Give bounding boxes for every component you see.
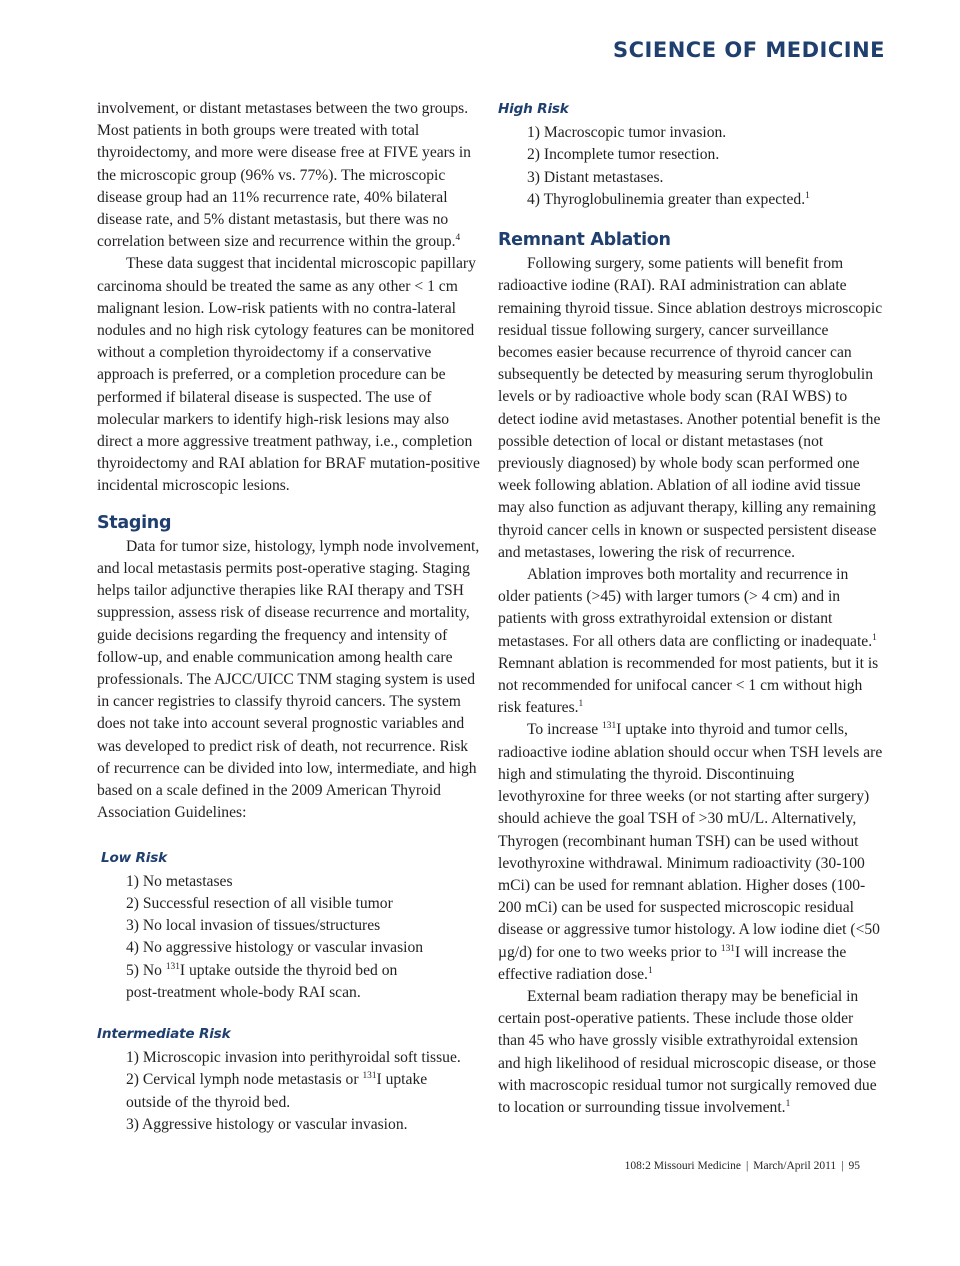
list-item: [126, 960, 482, 1004]
paragraph-text: External beam radiation therapy may be beneficial in certain post-operative patients. These include those older than 45 who have grossly visible extrathyroidal extension and high likelihood of residual microscopic disease, or those with macroscopic residual tumor not surgically removed due to location or surrounding tissue involvement.: [498, 987, 877, 1116]
reference-marker: 4: [455, 233, 461, 244]
high-risk-list: [527, 122, 883, 211]
list-item-text: 2) Cervical lymph node metastasis or: [126, 1071, 363, 1089]
isotope-superscript: 131: [720, 943, 735, 954]
list-item: 2) Successful resection of all visible tumor: [126, 894, 393, 912]
heading-high-risk: High Risk: [498, 101, 569, 117]
paragraph-text: Remnant ablation is recommended for most patients, but it is not recommended for unifocal cancer < 1 cm without high risk features.: [498, 654, 879, 717]
intermediate-risk-list: [126, 1047, 482, 1136]
right-column: [498, 98, 883, 1119]
list-item: 4) No aggressive histology or vascular invasion: [126, 939, 424, 957]
paragraph-text: Ablation improves both mortality and recurrence in older patients (>45) with larger tumors (> 4 cm) and in patients with gross extrathyroidal extension or distant metastases. For all others data are conflicting or inadequate.: [498, 566, 873, 650]
list-item-continuation: outside of the thyroid bed.: [126, 1093, 291, 1111]
paragraph-text: involvement, or distant metastases between the two groups. Most patients in both groups were treated with total thyroidectomy, and more were disease free at FIVE years in the microscopic group (96% vs. 77%). The microscopic disease group had an 11% recurrence rate, 40% bilateral disease rate, and 5% distant metastasis, but there was no correlation between size and recurrence within the group.: [97, 100, 471, 251]
paragraph-external-beam: [498, 986, 883, 1119]
isotope-superscript: 131: [165, 961, 180, 972]
isotope-superscript: 131: [602, 721, 617, 732]
reference-marker: 1: [785, 1098, 791, 1109]
heading-low-risk: Low Risk: [101, 849, 167, 866]
list-item: 1) Macroscopic tumor invasion.: [527, 124, 727, 142]
list-item-text: I uptake: [376, 1071, 428, 1089]
reference-marker: 1: [872, 632, 877, 643]
list-item: 3) No local invasion of tissues/structures: [126, 917, 381, 935]
section-header: SCIENCE OF MEDICINE: [613, 38, 885, 62]
list-item-continuation: post-treatment whole-body RAI scan.: [126, 983, 361, 1001]
list-item-text: I uptake outside the thyroid bed on: [179, 961, 398, 979]
list-item: 1) No metastases: [126, 872, 233, 890]
journal-issue: 108:2 Missouri Medicine: [624, 1160, 741, 1172]
page-footer: [625, 1160, 860, 1172]
paragraph-staging: Data for tumor size, histology, lymph node involvement, and local metastasis permits post-operative staging. Staging helps tailor adjunctive therapies like RAI therapy and TSH suppression, assess risk of disease recurrence and mortality, guide decisions regarding the frequency and intensity of follow-up, and enable communication among health care professionals. The AJCC/UICC TNM staging system is used in cancer registries to classify thyroid cancers. The system does not take into account several prognostic variables and was developed to predict risk of death, not recurrence. Risk of recurrence can be divided into low, intermediate, and high based on a scale defined in the 2009 American Thyroid Association Guidelines:: [97, 537, 480, 822]
reference-marker: 1: [578, 699, 584, 710]
left-column: [97, 98, 482, 1136]
list-item-text: 4) Thyroglobulinemia greater than expected.: [527, 190, 806, 208]
list-item: 2) Incomplete tumor resection.: [527, 146, 720, 164]
paragraph-ablation-outcomes: [498, 564, 883, 719]
paragraph-text: To increase: [527, 721, 603, 739]
list-item: 3) Distant metastases.: [527, 168, 664, 186]
paragraph-tsh-stimulation: [498, 719, 883, 985]
paragraph-text: I uptake into thyroid and tumor cells, radioactive iodine ablation should occur when TSH levels are high and stimulating the thyroid. Discontinuing levothyroxine for three weeks (or not starting after surgery) should achieve the goal TSH of >30 mU/L. Alternatively, Thyrogen (recombinant human TSH) can be used without levothyroxine withdrawal. Minimum radioactivity (30-100 mCi) can be used for remnant ablation. Higher doses (100-200 mCi) can be used for suspected microscopic residual disease or aggressive tumor histology. A low iodine diet (<50 µg/d) for one to two weeks prior to: [498, 721, 883, 961]
list-item: 3) Aggressive histology or vascular invasion.: [126, 1115, 408, 1133]
heading-staging: Staging: [97, 512, 172, 533]
isotope-superscript: 131: [362, 1071, 377, 1082]
reference-marker: 1: [805, 190, 810, 201]
paragraph-results: [97, 98, 482, 253]
footer-divider: |: [745, 1160, 749, 1172]
footer-divider: |: [841, 1160, 844, 1172]
list-item: [527, 189, 883, 211]
page-number: 95: [848, 1160, 860, 1172]
list-item: [126, 1069, 482, 1113]
paragraph-rai-benefit: Following surgery, some patients will benefit from radioactive iodine (RAI). RAI administration can ablate remaining thyroid tissue. Since ablation destroys microscopic residual tissue following surgery, cancer surveillance becomes easier because recurrence of thyroid cancer can subsequently be detected by measuring serum thyroglobulin levels or by radioactive whole body scan (RAI WBS) to detect iodine avid metastases. Another potential benefit is the possible detection of local or distant metastases (not previously diagnosed) by whole body scan performed one week following ablation. Ablation of all iodine avid tissue may also function as adjuvant therapy, killing any remaining thyroid cancer cells in known or suspected persistent disease and metastases, lowering the risk of recurrence.: [498, 255, 883, 561]
heading-remnant-ablation: Remnant Ablation: [498, 230, 671, 251]
list-item: 1) Microscopic invasion into perithyroidal soft tissue.: [126, 1049, 461, 1067]
reference-marker: 1: [647, 965, 653, 976]
list-item-text: 5) No: [126, 961, 166, 979]
paragraph-text: I will increase the effective radiation dose.: [498, 943, 847, 983]
paragraph-recommendation: These data suggest that incidental microscopic papillary carcinoma should be treated the same as any other < 1 cm malignant lesion. Low-risk patients with no contra-lateral nodules and no high risk cytology features can be monitored without a completion thyroidectomy if a conservative approach is preferred, or a completion procedure can be performed if bilateral disease is suspected. The use of molecular markers to identify high-risk lesions may also direct a more aggressive treatment pathway, i.e., completion thyroidectomy and RAI ablation for BRAF mutation-positive incidental microscopic lesions.: [97, 255, 480, 495]
issue-date: March/April 2011: [753, 1160, 837, 1172]
low-risk-list: [126, 871, 482, 1004]
heading-intermediate-risk: Intermediate Risk: [97, 1025, 231, 1042]
